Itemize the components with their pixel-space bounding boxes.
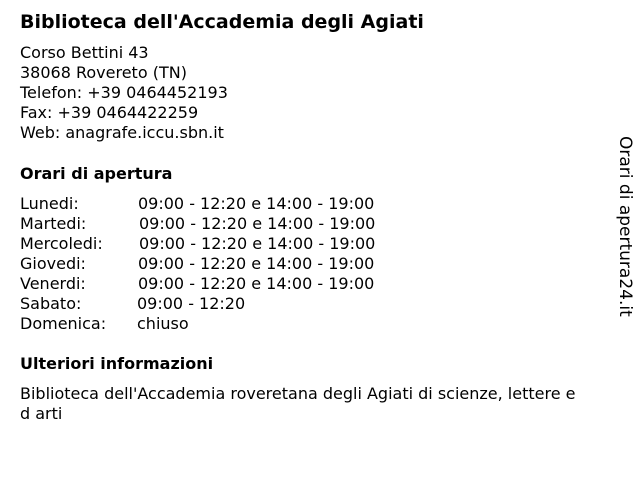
hours-time: 09:00 - 12:20 (137, 294, 246, 313)
hours-day: Lunedi: (20, 194, 79, 213)
hours-day: Martedi: (20, 214, 87, 233)
hours-day: Giovedi: (20, 254, 86, 273)
hours-time: 09:00 - 12:20 e 14:00 - 19:00 (139, 214, 376, 233)
hours-time: chiuso (137, 314, 189, 333)
fax-number: Fax: +39 0464422259 (20, 103, 199, 122)
hours-day: Sabato: (20, 294, 82, 313)
hours-time: 09:00 - 12:20 e 14:00 - 19:00 (138, 254, 375, 273)
hours-time: 09:00 - 12:20 e 14:00 - 19:00 (138, 274, 375, 293)
hours-day: Mercoledi: (20, 234, 103, 253)
website: Web: anagrafe.iccu.sbn.it (20, 123, 224, 142)
postal-city: 38068 Rovereto (TN) (20, 63, 187, 82)
phone-number: Telefon: +39 0464452193 (20, 83, 228, 102)
opening-hours-heading: Orari di apertura (20, 164, 173, 183)
hours-day: Domenica: (20, 314, 107, 333)
further-info-heading: Ulteriori informazioni (20, 354, 214, 373)
site-watermark (612, 136, 636, 317)
watermark-text: Orari di apertura24.it (615, 136, 635, 317)
street-address: Corso Bettini 43 (20, 43, 149, 62)
address-block (20, 43, 228, 143)
hours-time: 09:00 - 12:20 e 14:00 - 19:00 (138, 194, 375, 213)
hours-time: 09:00 - 12:20 e 14:00 - 19:00 (139, 234, 376, 253)
further-info-text: Biblioteca dell'Accademia roveretana degli Agiati di scienze, lettere ed arti (20, 384, 576, 423)
hours-day: Venerdi: (20, 274, 86, 293)
library-name: Biblioteca dell'Accademia degli Agiati (20, 11, 424, 33)
